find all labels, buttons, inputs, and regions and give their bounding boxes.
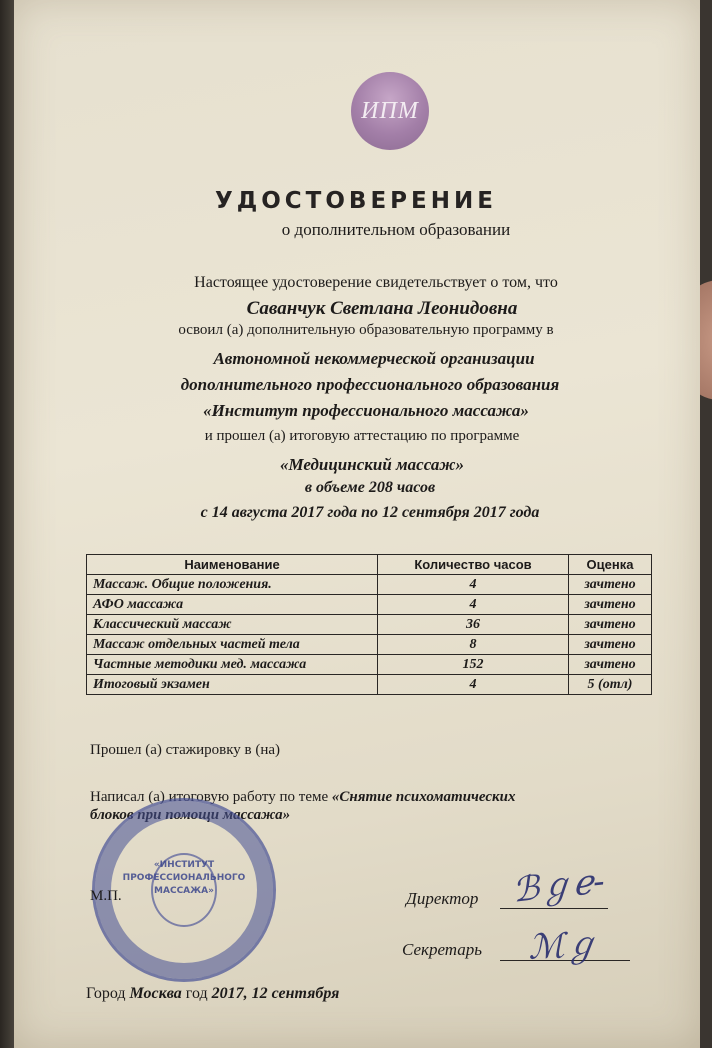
holder-name: Саванчук Светлана Леонидовна — [246, 298, 518, 319]
hours-cell: 4 — [378, 575, 569, 595]
subject-cell: Массаж отдельных частей тела — [87, 635, 378, 655]
table-row — [87, 595, 652, 615]
hours-cell: 152 — [378, 655, 569, 675]
subject-cell: Частные методики мед. массажа — [87, 655, 378, 675]
thesis-topic-1: «Снятие психоматических — [331, 789, 516, 805]
header-name: Наименование — [87, 555, 378, 575]
subject-cell: Итоговый экзамен — [87, 675, 378, 695]
table-row — [87, 655, 652, 675]
subject-cell: АФО массажа — [87, 595, 378, 615]
city-value: Москва — [129, 985, 182, 1002]
grade-cell: зачтено — [569, 595, 652, 615]
program-dates: с 14 августа 2017 года по 12 сентября 2017 года — [200, 504, 540, 521]
date-value: 2017, 12 сентября — [211, 985, 340, 1002]
director-label: Директор — [406, 889, 479, 908]
director-signature: ℬℊℯ- — [510, 861, 607, 911]
subject-cell: Классический массаж — [87, 615, 378, 635]
hours-cell: 36 — [378, 615, 569, 635]
organization-line-2: дополнительного профессионального образования — [180, 375, 560, 394]
internship-text: Прошел (а) стажировку в (на) — [90, 742, 281, 758]
document-subtitle: о дополнительном образовании — [281, 220, 511, 239]
grade-cell: зачтено — [569, 655, 652, 675]
organization-line-1: Автономной некоммерческой организации — [213, 349, 535, 368]
header-grade: Оценка — [569, 555, 652, 575]
institute-logo — [351, 72, 429, 150]
grade-cell: зачтено — [569, 575, 652, 595]
city-label: Город — [86, 985, 126, 1002]
table-header-row — [87, 555, 652, 575]
subject-cell: Массаж. Общие положения. — [87, 575, 378, 595]
program-volume: в объеме 208 часов — [304, 479, 436, 496]
year-label: год — [185, 985, 208, 1002]
seal-place-label: М.П. — [90, 888, 122, 904]
table-row — [87, 615, 652, 635]
hours-cell: 4 — [378, 595, 569, 615]
hours-cell: 4 — [378, 675, 569, 695]
table-row — [87, 635, 652, 655]
secretary-signature: ℳℊ — [527, 924, 600, 968]
document-title: УДОСТОВЕРЕНИЕ — [215, 188, 497, 214]
program-name: «Медицинский массаж» — [279, 455, 465, 474]
passed-text: и прошел (а) итоговую аттестацию по программе — [204, 428, 520, 444]
grade-cell: зачтено — [569, 615, 652, 635]
secretary-label: Секретарь — [402, 940, 482, 959]
thesis-topic-2: блоков при помощи массажа» — [90, 807, 291, 823]
grade-cell: зачтено — [569, 635, 652, 655]
grade-cell: 5 (отл) — [569, 675, 652, 695]
mastered-text: освоил (а) дополнительную образовательную программу в — [178, 322, 554, 338]
hours-cell: 8 — [378, 635, 569, 655]
city-date-line — [86, 985, 339, 1003]
organization-line-3: «Институт профессионального массажа» — [203, 401, 529, 420]
header-hours: Количество часов — [378, 555, 569, 575]
thesis-prefix: Написал (а) итоговую работу по теме — [90, 789, 329, 805]
table-row — [87, 575, 652, 595]
logo-text: ИПМ — [361, 97, 419, 124]
stamp-center-text: «ИНСТИТУТ ПРОФЕССИОНАЛЬНОГО МАССАЖА» — [122, 860, 246, 896]
table-row — [87, 675, 652, 695]
grades-table — [86, 554, 652, 695]
intro-text: Настоящее удостоверение свидетельствует о том, что — [194, 274, 558, 291]
